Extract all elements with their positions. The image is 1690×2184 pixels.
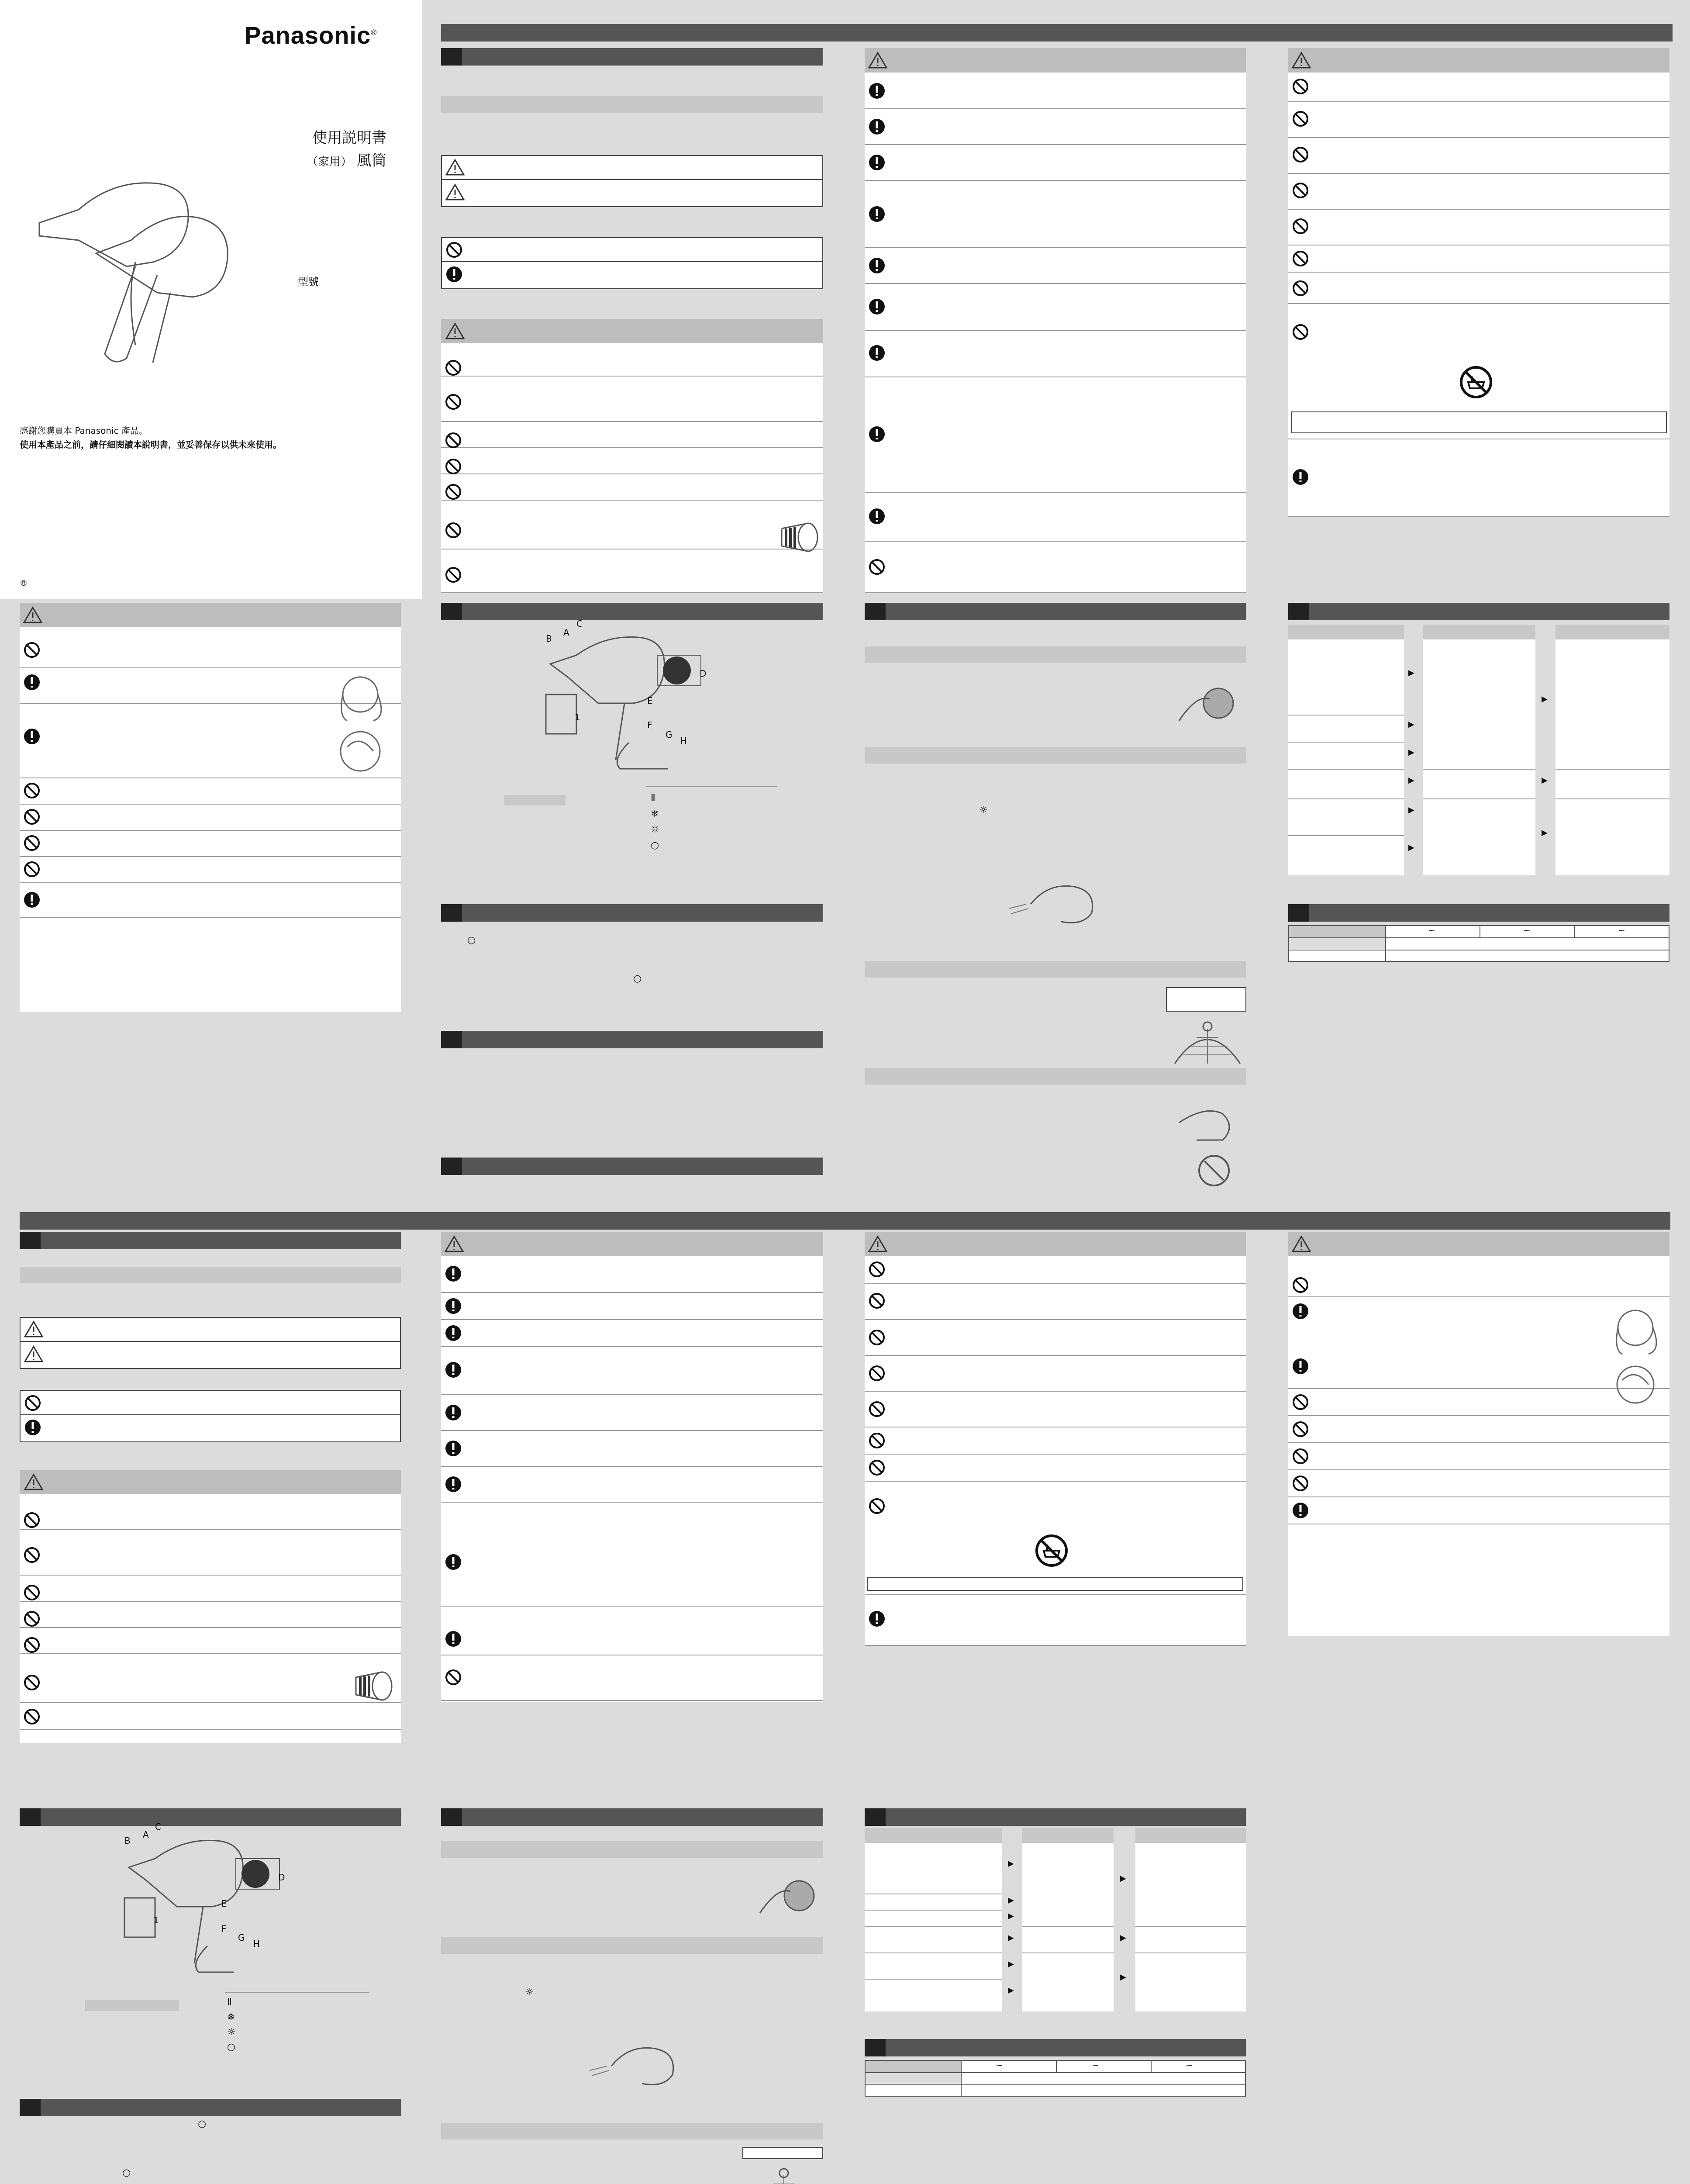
arrow-icon: ▶ [1408,776,1414,785]
prohibit-icon [1292,1393,1309,1411]
mandatory-icon [1292,1303,1309,1320]
prohibit-icon [445,432,462,449]
arrow-icon: ▶ [1008,1896,1014,1905]
label-b: B [546,633,552,644]
arrow-icon: ▶ [1008,1959,1014,1969]
drying-illustration [585,2044,681,2092]
usage-panel [865,603,1246,1192]
mandatory-icon [868,118,886,135]
label-h: H [253,1939,260,1949]
mandatory-icon [445,1297,462,1315]
warning-triangle-icon [1292,52,1311,69]
mandatory-icon [868,205,886,223]
filter-illustration [1170,1016,1245,1068]
arrow-icon: ▶ [1542,695,1548,704]
prohibit-icon [1292,1420,1309,1438]
label-b: B [124,1835,131,1846]
parts-panel [441,603,823,1035]
off-symbol: ○ [198,2118,207,2129]
cleaning-illustration [1170,1096,1240,1188]
prohibit-icon [445,393,462,411]
prohibit-icon [1292,182,1309,199]
mandatory-icon [445,1630,462,1648]
cover-panel [0,0,422,599]
mandatory-icon [868,425,886,443]
mandatory-icon [24,1419,41,1436]
prohibit-icon [868,1292,886,1310]
prohibit-icon [23,1708,41,1725]
prohibit-icon [445,522,462,539]
diffuser-illustration [1170,677,1240,729]
warning-triangle-icon [1292,1235,1311,1253]
prohibit-icon [445,458,462,475]
prohibit-icon [868,1329,886,1346]
mandatory-icon [868,344,886,362]
parts-panel-2 [20,1808,401,2184]
mandatory-icon [1292,1502,1309,1519]
mandatory-icon [1292,468,1309,486]
label-f: F [647,720,652,730]
label-c: C [155,1821,161,1832]
prohibit-icon [868,1432,886,1449]
mandatory-icon [445,1476,462,1493]
prohibit-icon [868,1261,886,1278]
prohibit-icon [23,1584,41,1601]
label-e: E [221,1898,227,1909]
filter-illustration [747,2162,821,2184]
bottom-section-bar [20,1212,1670,1230]
mandatory-icon [445,1404,462,1421]
label-g: G [666,729,673,740]
prohibit-icon [23,808,41,826]
label-i: 1 [575,712,580,722]
prohibit-icon [1292,1475,1309,1492]
label-d: D [278,1872,285,1883]
prohibit-icon [1292,110,1309,128]
arrow-icon: ▶ [1120,1874,1126,1883]
nozzle-illustration [347,1669,395,1704]
hair-dryer-illustration [26,162,262,371]
prohibit-icon [1292,1276,1309,1294]
diffuser-illustration [751,1870,821,1922]
prohibit-icon [23,1511,41,1529]
cover-thanks: 感謝您購買本 Panasonic 產品。 使用本產品之前，請仔細閱讀本說明書，並妥善保存以供未來使用。 [20,425,282,450]
warning-triangle-icon [24,1473,43,1491]
caution-panel [20,603,401,1013]
voltage-mark: ~ [1618,925,1625,936]
warning-definition-box [441,155,823,182]
arrow-icon: ▶ [1542,776,1548,785]
warning-triangle-icon [445,322,465,340]
parts-diagram [541,629,734,773]
label-i: 1 [153,1915,159,1925]
warning-triangle-icon [868,1235,887,1253]
arrow-icon: ▶ [1408,805,1414,815]
arrow-icon: ▶ [1408,843,1414,852]
warm-symbol: ☼ [525,1987,534,1997]
no-bath-icon [1034,1533,1069,1568]
usage-panel-2 [441,1808,823,2184]
arrow-icon: ▶ [1408,748,1414,757]
warnings-panel-1 [865,48,1246,594]
mandatory-icon [445,1265,462,1282]
arrow-icon: ▶ [1008,1986,1014,1995]
warnings-panel-2 [1288,48,1669,518]
mandatory-icon [868,508,886,525]
mandatory-icon [868,82,886,100]
warning-triangle-icon [24,1345,43,1363]
warning-triangle-icon [445,183,465,201]
prohibit-icon [23,860,41,878]
label-f: F [221,1924,227,1934]
brand-logo: Panasonic® [245,21,377,49]
arrow-icon: ▶ [1542,828,1548,837]
warm-symbol: ☼ [979,805,988,816]
voltage-mark: ~ [1092,2060,1099,2070]
off-symbol: ○ [467,935,476,946]
prohibit-icon [445,1669,462,1686]
label-h: H [680,736,687,746]
prohibit-icon [23,1610,41,1628]
switch-legend: Ⅱ ❄ ☼ ○ [227,1997,236,2053]
label-d: D [700,668,707,679]
label-g: G [238,1932,245,1943]
mandatory-icon [868,1610,886,1628]
warning-triangle-icon [445,159,465,176]
intro-panel [441,48,823,599]
mandatory-icon [445,1324,462,1342]
prohibit-icon [23,782,41,799]
prohibit-icon [1292,250,1309,267]
off-symbol: ○ [633,973,642,984]
hair-drying-illustration [330,668,391,773]
prohibit-icon [1292,323,1309,341]
warning-triangle-icon [445,1235,464,1253]
mandatory-icon [23,728,41,745]
warning-triangle-icon [24,1320,43,1338]
prohibit-icon [24,1394,41,1412]
warning-triangle-icon [868,52,887,69]
model-label: 型號 [298,276,319,288]
prohibit-icon [868,1400,886,1418]
nozzle-illustration [773,520,821,555]
caution-definition-box [441,179,823,207]
troubleshooting-panel-2 [865,1808,1246,2114]
intro-panel-2 [20,1232,401,1747]
label-a: A [143,1829,149,1840]
label-c: C [576,619,583,629]
mandatory-icon [868,298,886,315]
prohibit-icon [23,1674,41,1691]
cover-title: 使用説明書 （家用） 風筒 [307,129,386,169]
prohibit-icon [445,359,462,377]
voltage-mark: ~ [1186,2060,1193,2070]
mandatory-icon [445,1440,462,1457]
voltage-mark: ~ [996,2060,1003,2070]
arrow-icon: ▶ [1120,1973,1126,1982]
label-e: E [647,695,653,706]
caution-panel-2 [1288,1232,1669,1638]
prohibit-icon [445,566,462,584]
arrow-icon: ▶ [1008,1933,1014,1942]
warnings-panel-3 [441,1232,823,1704]
hair-drying-illustration [1607,1302,1664,1406]
warning-triangle-icon [23,606,42,624]
arrow-icon: ▶ [1408,668,1414,677]
arrow-icon: ▶ [1008,1911,1014,1921]
mandatory-icon [445,266,463,283]
prohibit-icon [868,558,886,576]
arrow-icon: ▶ [1408,720,1414,729]
label-a: A [563,627,569,638]
prohibit-icon [1292,146,1309,163]
prohibit-icon [23,641,41,659]
prohibit-icon [23,834,41,852]
page-marker: ® [20,579,28,588]
prohibit-icon [1292,280,1309,297]
prohibit-icon [445,483,462,501]
prohibit-icon [1292,78,1309,95]
off-symbol: ○ [122,2167,131,2178]
prohibit-icon [868,1365,886,1382]
troubleshooting-panel [1288,603,1669,974]
prohibit-icon [1292,218,1309,235]
mandatory-icon [1292,1358,1309,1375]
mandatory-icon [868,154,886,171]
prohibit-icon [23,1546,41,1564]
voltage-mark: ~ [1428,925,1435,936]
section-header [441,1158,823,1175]
warnings-panel-4 [865,1232,1246,1647]
prohibit-icon [445,241,463,259]
prohibit-icon [868,1497,886,1515]
mandatory-icon [445,1361,462,1379]
mandatory-icon [445,1553,462,1571]
voltage-mark: ~ [1523,925,1531,936]
prohibit-icon [1292,1448,1309,1465]
mandatory-icon [868,257,886,274]
mandatory-icon [23,891,41,909]
arrow-icon: ▶ [1008,1859,1014,1868]
parts-diagram [120,1832,312,1977]
arrow-icon: ▶ [1120,1933,1126,1942]
no-bath-icon [1459,365,1493,400]
drying-illustration [1004,882,1100,930]
top-section-bar [441,24,1673,41]
prohibit-icon [23,1636,41,1654]
prohibit-icon [868,1459,886,1476]
switch-legend: Ⅱ ❄ ☼ ○ [651,793,659,851]
mandatory-icon [23,674,41,691]
